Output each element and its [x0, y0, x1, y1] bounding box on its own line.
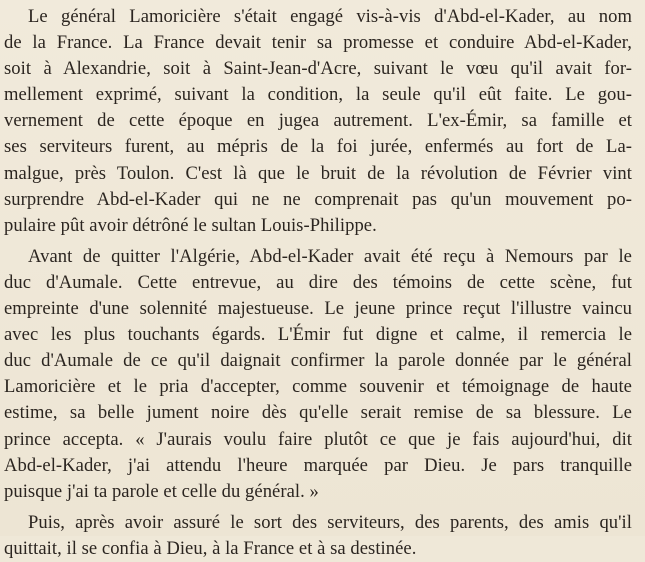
paragraph-2-line-6: Lamoricière et le pria d'accepter, comme souvenir et témoignage de haute	[4, 376, 632, 398]
paragraph-2-line-2: duc d'Aumale. Cette entrevue, au dire des témoins de cette scène, fut	[4, 271, 632, 293]
paragraph-1-line-8: surprendre Abd-el-Kader qui ne ne comprenait pas qu'un mouvement po-	[4, 188, 632, 210]
paragraph-2-line-7: estime, sa belle jument noire dès qu'elle serait remise de sa blessure. Le	[4, 402, 632, 424]
paragraph-1	[4, 4, 632, 239]
paragraph-1-line-4: mellement exprimé, suivant la condition, la seule qu'il eût faite. Le gou-	[4, 84, 632, 106]
paragraph-2-line-9: Abd-el-Kader, j'ai attendu l'heure marquée par Dieu. Je pars tranquille	[4, 454, 632, 476]
paragraph-3-line-1: Puis, après avoir assuré le sort des serviteurs, des parents, des amis qu'il	[28, 511, 632, 533]
paragraph-2-line-5: duc d'Aumale de ce qu'il daignait confirmer la parole donnée par le général	[4, 350, 632, 372]
paragraph-1-line-9: pulaire pût avoir détrôné le sultan Louis-Philippe.	[4, 214, 377, 236]
paragraph-2-line-3: empreinte d'une solennité majestueuse. Le jeune prince reçut l'illustre vaincu	[4, 298, 632, 320]
paragraph-1-line-2: de la France. La France devait tenir sa promesse et conduire Abd-el-Kader,	[4, 32, 632, 54]
paragraph-1-line-5: vernement de cette époque en jugea autrement. L'ex-Émir, sa famille et	[4, 110, 632, 132]
paragraph-2-line-4: avec les plus touchants égards. L'Émir fut digne et calme, il remercia le	[4, 324, 632, 346]
paragraph-3-line-2: quittait, il se confia à Dieu, à la France et à sa destinée.	[4, 537, 417, 559]
paragraph-2-line-8: prince accepta. « J'aurais voulu faire plutôt ce que je fais aujourd'hui, dit	[4, 428, 632, 450]
paragraph-1-line-1: Le général Lamoricière s'était engagé vis-à-vis d'Abd-el-Kader, au nom	[28, 6, 632, 27]
paragraph-2-line-1: Avant de quitter l'Algérie, Abd-el-Kader avait été reçu à Nemours par le	[28, 245, 632, 267]
paragraph-1-line-3: soit à Alexandrie, soit à Saint-Jean-d'Acre, suivant le vœu qu'il avait for-	[4, 58, 632, 80]
paragraph-2	[4, 244, 632, 505]
paragraph-2-line-10: puisque j'ai ta parole et celle du général. »	[4, 480, 319, 502]
paragraph-1-line-7: malgue, près Toulon. C'est là que le bruit de la révolution de Février vint	[4, 162, 632, 184]
paragraph-1-line-6: ses serviteurs furent, au mépris de la foi jurée, enfermés au fort de La-	[4, 136, 632, 158]
